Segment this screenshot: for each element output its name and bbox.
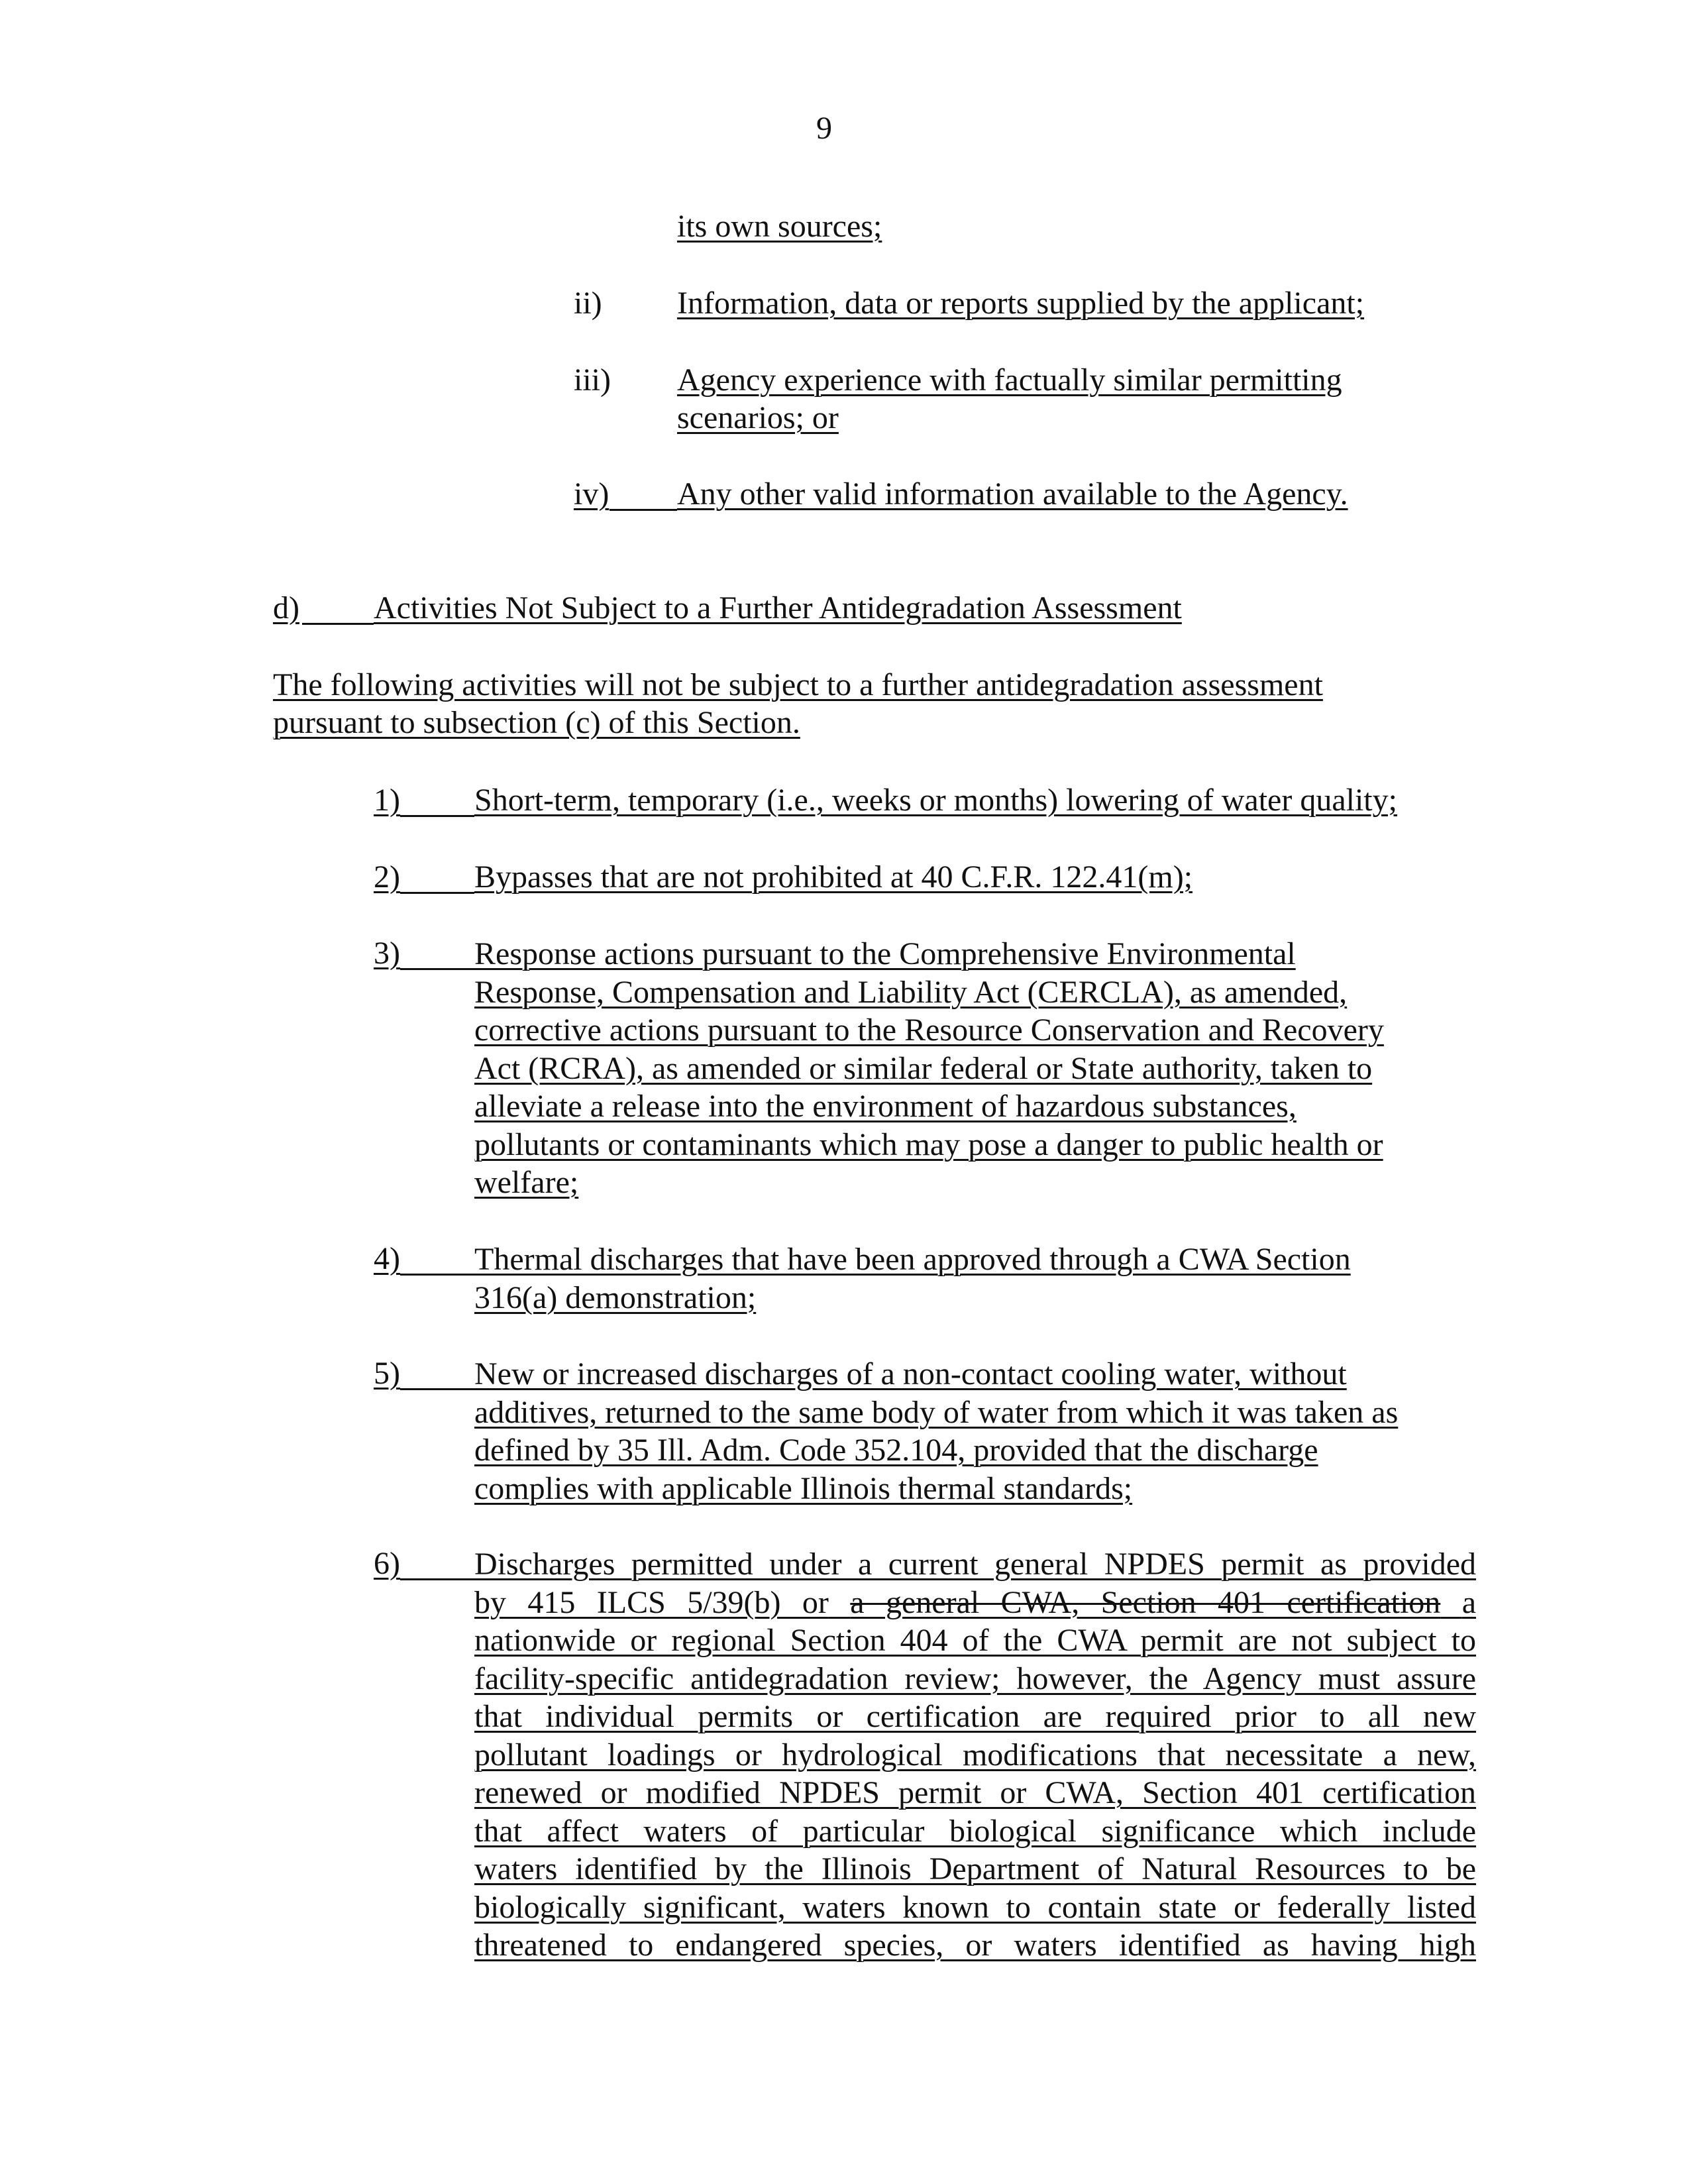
page-number: 9	[816, 111, 832, 146]
item-3-line-6: pollutants or contaminants which may pose a danger to public health or	[474, 1126, 1383, 1162]
item-5-line-1: New or increased discharges of a non-contact cooling water, without	[474, 1356, 1347, 1392]
item-6-line-2-before: by 415 ILCS 5/39(b) or	[474, 1584, 829, 1620]
item-6-label: 6)	[374, 1546, 400, 1581]
item-4-text	[474, 1240, 1351, 1317]
section-d-intro-line-2: pursuant to subsection (c) of this Section.	[273, 705, 800, 740]
item-5-line-2: additives, returned to the same body of water from which it was taken as	[474, 1394, 1399, 1430]
item-6-struck-text: a general CWA, Section 401 certification	[850, 1584, 1441, 1620]
sub-item-label-ii: ii)	[574, 286, 602, 321]
item-6-line-10: biologically significant, waters known to contain state or federally listed	[474, 1889, 1476, 1925]
section-d-leader	[302, 623, 374, 625]
item-6-line-1: Discharges permitted under a current general NPDES permit as provided	[474, 1547, 1476, 1582]
item-3-line-5: alleviate a release into the environment of hazardous substances,	[474, 1089, 1297, 1124]
item-3-leader	[400, 968, 474, 970]
item-6-text	[474, 1545, 1476, 1965]
item-3-text	[474, 935, 1384, 1202]
item-4-line-1: Thermal discharges that have been approved through a CWA Section	[474, 1242, 1351, 1277]
item-3-line-4: Act (RCRA), as amended or similar federal or State authority, taken to	[474, 1050, 1373, 1086]
section-d-label: d)	[273, 590, 299, 626]
item-1-label: 1)	[374, 783, 400, 818]
item-5-line-3: defined by 35 Ill. Adm. Code 352.104, provided that the discharge	[474, 1433, 1318, 1468]
item-6-line-3: nationwide or regional Section 404 of the CWA permit are not subject to	[474, 1623, 1476, 1658]
item-4-leader	[400, 1274, 474, 1276]
item-6-line-9: waters identified by the Illinois Department of Natural Resources to be	[474, 1851, 1476, 1886]
sub-item-iv-leader	[610, 509, 677, 511]
item-1-leader	[400, 815, 474, 817]
item-6-line-2-after: a	[1461, 1584, 1477, 1620]
item-6-line-7: renewed or modified NPDES permit or CWA, Section 401 certification	[474, 1775, 1476, 1810]
item-3-label: 3)	[374, 936, 400, 971]
item-3-line-2: Response, Compensation and Liability Act (CERCLA), as amended,	[474, 974, 1348, 1010]
item-6-line-11: threatened to endangered species, or waters identified as having high	[474, 1928, 1476, 1963]
item-6-line-4: facility-specific antidegradation review; however, the Agency must assure	[474, 1661, 1476, 1696]
sub-item-iv-text: Any other valid information available to the Agency.	[677, 476, 1348, 512]
section-d-intro-line-1: The following activities will not be subject to a further antidegradation assessment	[273, 667, 1323, 702]
item-6-line-6: pollutant loadings or hydrological modifications that necessitate a new,	[474, 1737, 1476, 1773]
section-d-heading: Activities Not Subject to a Further Antidegradation Assessment	[374, 590, 1182, 626]
item-4-label: 4)	[374, 1241, 400, 1276]
item-3-line-3: corrective actions pursuant to the Resource Conservation and Recovery	[474, 1012, 1384, 1048]
item-1-text: Short-term, temporary (i.e., weeks or months) lowering of water quality;	[474, 783, 1397, 818]
item-5-leader	[400, 1388, 474, 1390]
item-6-line-2	[474, 1584, 1476, 1622]
item-5-text	[474, 1355, 1398, 1507]
item-3-line-7: welfare;	[474, 1165, 579, 1200]
sub-item-label-iv: iv)	[574, 476, 610, 512]
sub-item-iii-line-1: Agency experience with factually similar permitting	[677, 362, 1342, 398]
item-2-label: 2)	[374, 859, 400, 895]
sub-item-label-iii: iii)	[574, 362, 611, 398]
item-2-text: Bypasses that are not prohibited at 40 C.F.R. 122.41(m);	[474, 859, 1193, 895]
item-5-label: 5)	[374, 1356, 400, 1391]
item-2-leader	[400, 892, 474, 894]
item-5-line-4: complies with applicable Illinois thermal standards;	[474, 1470, 1133, 1506]
item-4-line-2: 316(a) demonstration;	[474, 1280, 757, 1315]
item-6-line-8: that affect waters of particular biological significance which include	[474, 1813, 1476, 1849]
sub-item-ii-text: Information, data or reports supplied by the applicant;	[677, 286, 1365, 321]
item-6-leader	[400, 1578, 474, 1580]
item-6-line-5: that individual permits or certification are required prior to all new	[474, 1699, 1476, 1734]
sub-item-continuation: its own sources;	[677, 209, 882, 244]
item-3-line-1: Response actions pursuant to the Comprehensive Environmental	[474, 936, 1296, 971]
sub-item-iii-line-2: scenarios; or	[677, 400, 839, 435]
